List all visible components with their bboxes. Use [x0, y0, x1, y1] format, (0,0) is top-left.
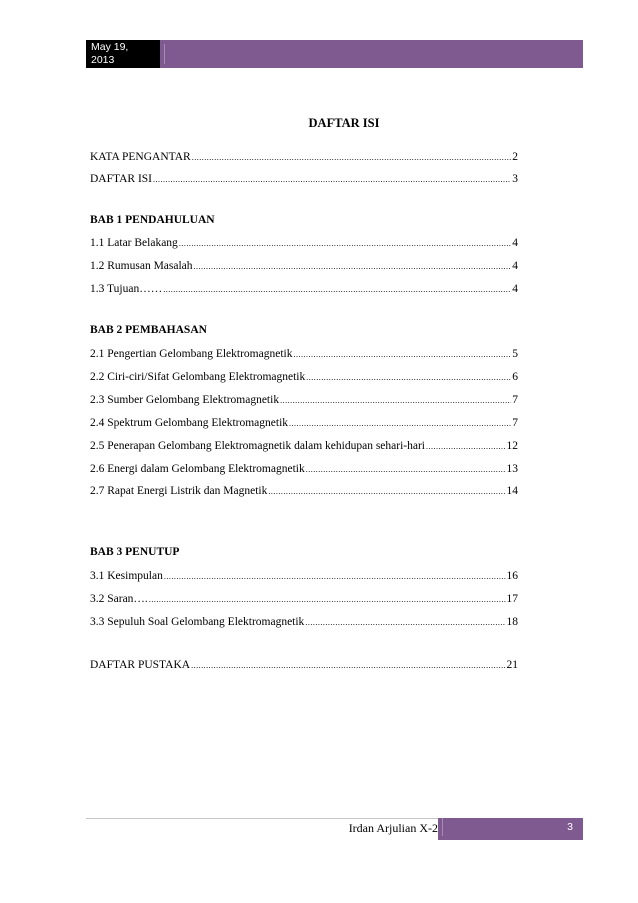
toc-entry-page: 4: [512, 283, 518, 295]
toc-title: DAFTAR ISI: [308, 116, 380, 130]
toc-entry-label: 2.5 Penerapan Gelombang Elektromagnetik dalam kehidupan sehari-hari: [90, 440, 425, 452]
dot-leader: [179, 237, 511, 251]
toc-entry-label: 2.4 Spektrum Gelombang Elektromagnetik: [90, 417, 289, 429]
toc-entry-page: 4: [512, 237, 518, 249]
toc-entry-page: 2: [512, 151, 518, 163]
header-accent-bar: [160, 40, 583, 68]
toc-entry-label: 2.2 Ciri-ciri/Sifat Gelombang Elektromagnetik: [90, 371, 306, 383]
toc-entry-page: 6: [512, 371, 518, 383]
toc-entry-page: 4: [512, 260, 518, 272]
toc-entry-label: 2.1 Pengertian Gelombang Elektromagnetik: [90, 348, 293, 360]
footer-author: Irdan Arjulian X-2: [348, 821, 438, 835]
toc-entry-label: DAFTAR PUSTAKA: [90, 659, 191, 671]
toc-entry-label: 3.3 Sepuluh Soal Gelombang Elektromagnetik: [90, 616, 305, 628]
toc-entry-label: 2.3 Sumber Gelombang Elektromagnetik: [90, 394, 280, 406]
dot-leader: [280, 394, 511, 408]
section-heading-bab1: BAB 1 PENDAHULUAN: [90, 214, 215, 226]
dot-leader: [306, 463, 506, 477]
footer-accent-bar: [438, 818, 583, 840]
header-bar-rule: [164, 44, 165, 64]
toc-entry-label: KATA PENGANTAR: [90, 151, 191, 163]
toc-entry-page: 7: [512, 417, 518, 429]
toc-entry-page: 21: [506, 659, 518, 671]
toc-entry-2-5[interactable]: [90, 439, 518, 454]
toc-entry-label: DAFTAR ISI: [90, 173, 153, 185]
toc-entry-1-1[interactable]: [90, 236, 518, 251]
dot-leader: [149, 593, 506, 607]
toc-entry-3-1[interactable]: [90, 569, 518, 584]
dot-leader: [194, 260, 512, 274]
toc-entry-1-3[interactable]: [90, 282, 518, 297]
toc-entry-2-1[interactable]: [90, 347, 518, 362]
dot-leader: [163, 283, 511, 297]
dot-leader: [153, 173, 511, 187]
toc-entry-2-2[interactable]: [90, 370, 518, 385]
toc-entry-page: 18: [506, 616, 518, 628]
toc-entry-2-7[interactable]: [90, 484, 518, 499]
dot-leader: [192, 151, 512, 165]
toc-entry-1-2[interactable]: [90, 259, 518, 274]
footer-bar-rule: [442, 818, 443, 836]
toc-entry-kata-pengantar[interactable]: [90, 150, 518, 165]
toc-entry-page: 7: [512, 394, 518, 406]
toc-entry-page: 13: [506, 463, 518, 475]
toc-entry-page: 17: [506, 593, 518, 605]
toc-entry-2-4[interactable]: [90, 416, 518, 431]
toc-entry-page: 14: [506, 485, 518, 497]
toc-entry-page: 12: [506, 440, 518, 452]
toc-entry-3-3[interactable]: [90, 615, 518, 630]
header-date-box: [86, 40, 160, 68]
dot-leader: [289, 417, 511, 431]
header-date-line1: May 19,: [91, 41, 129, 53]
dot-leader: [164, 570, 506, 584]
toc-entry-page: 5: [512, 348, 518, 360]
dot-leader: [268, 485, 505, 499]
header-date-line2: 2013: [91, 54, 115, 66]
dot-leader: [426, 440, 506, 454]
toc-entry-page: 16: [506, 570, 518, 582]
toc-entry-3-2[interactable]: [90, 592, 518, 607]
toc-entry-daftar-isi[interactable]: [90, 172, 518, 187]
page-number: 3: [567, 821, 573, 833]
toc-entry-label: 1.3 Tujuan……: [90, 283, 163, 295]
section-heading-bab2: BAB 2 PEMBAHASAN: [90, 324, 207, 336]
toc-entry-2-3[interactable]: [90, 393, 518, 408]
toc-entry-label: 3.1 Kesimpulan: [90, 570, 163, 582]
toc-entry-daftar-pustaka[interactable]: [90, 658, 518, 673]
toc-entry-label: 2.7 Rapat Energi Listrik dan Magnetik: [90, 485, 268, 497]
toc-entry-label: 3.2 Saran….: [90, 593, 148, 605]
dot-leader: [305, 616, 505, 630]
dot-leader: [306, 371, 511, 385]
dot-leader: [191, 659, 505, 673]
toc-entry-label: 1.2 Rumusan Masalah: [90, 260, 193, 272]
toc-entry-page: 3: [512, 173, 518, 185]
section-heading-bab3: BAB 3 PENUTUP: [90, 546, 180, 558]
toc-entry-label: 2.6 Energi dalam Gelombang Elektromagnetik: [90, 463, 305, 475]
toc-entry-label: 1.1 Latar Belakang: [90, 237, 178, 249]
toc-entry-2-6[interactable]: [90, 462, 518, 477]
dot-leader: [293, 348, 511, 362]
